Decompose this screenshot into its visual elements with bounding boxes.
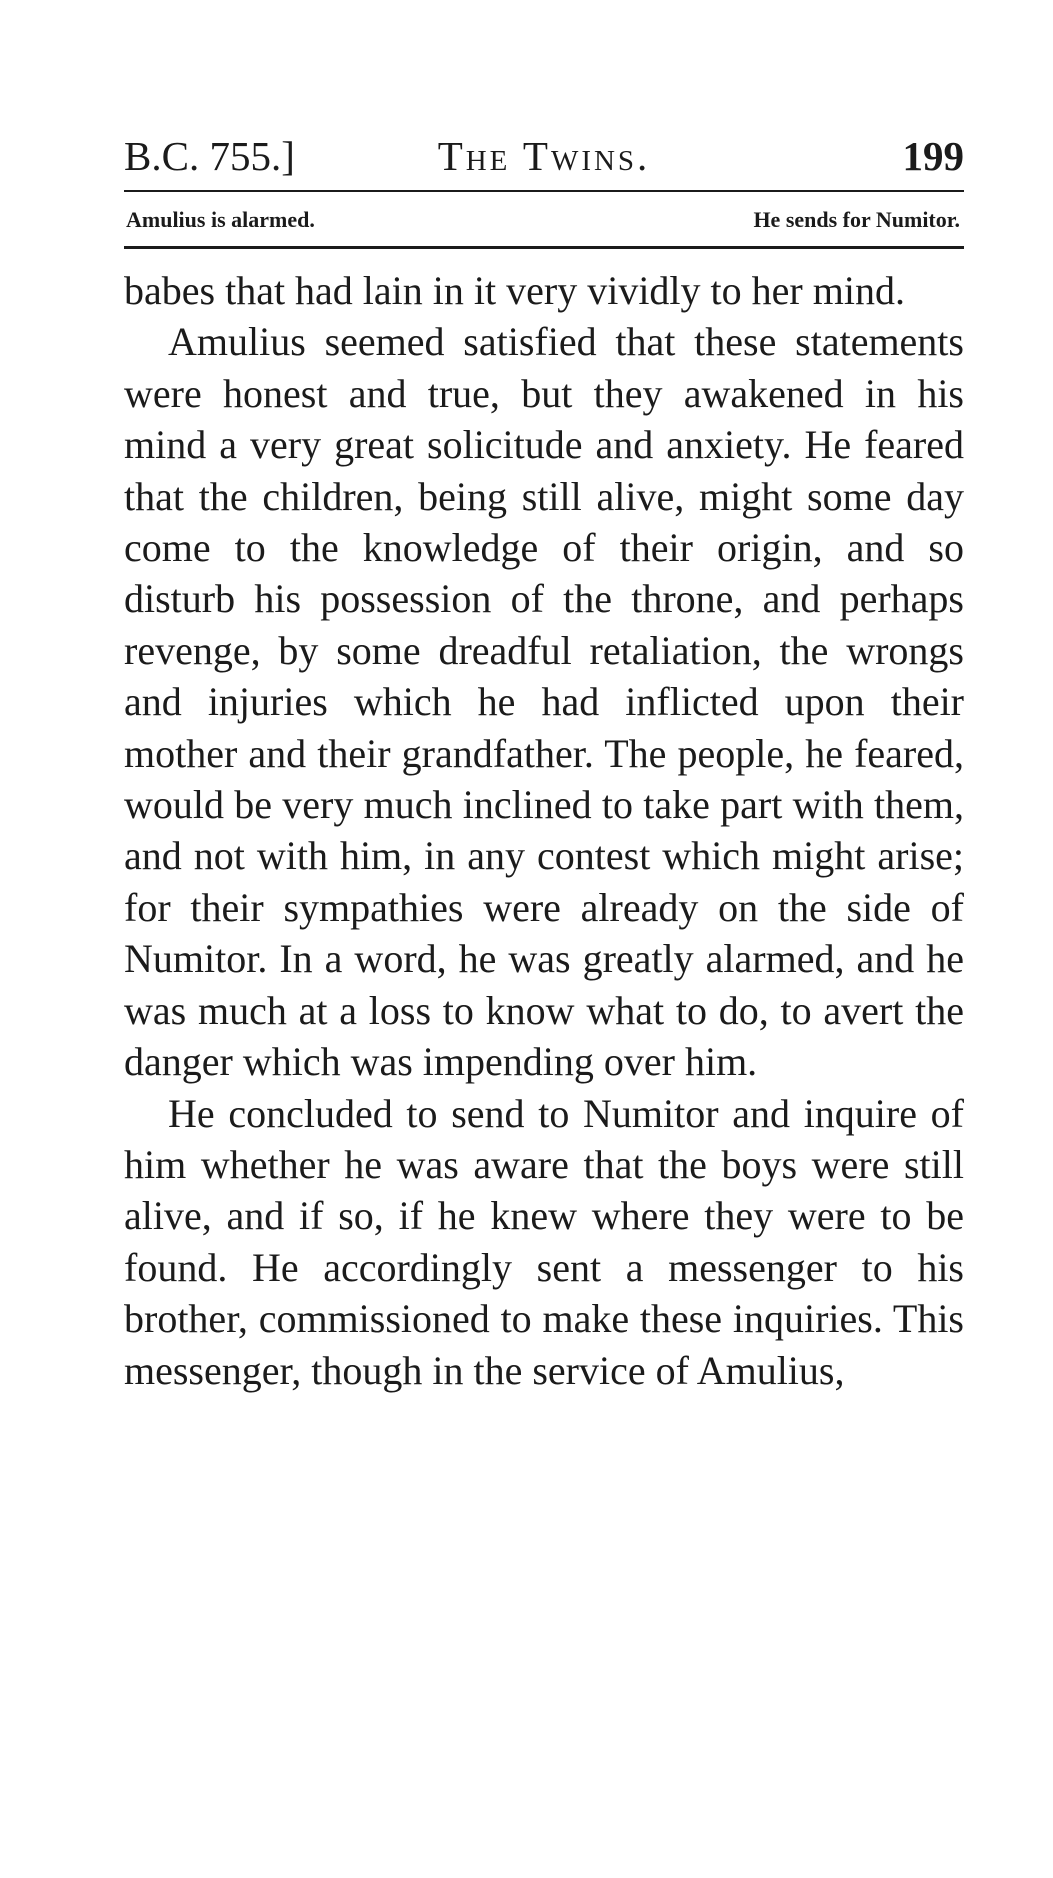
subheader-right: He sends for Numitor.: [753, 207, 960, 232]
header-date: B.C. 755.]: [124, 133, 295, 179]
paragraph: Amulius seemed satisfied that these statements were honest and true, but they awakened in his mind a very great solicitude and anxiety. He feared that the children, being still alive, might some day come to the knowledge of their origin, and so disturb his possession of the throne, and perhaps revenge, by some dreadful retaliation, the wrongs and injuries which he had inflicted upon their mother and their grandfather. The people, he feared, would be very much inclined to take part with them, and not with him, in any contest which might arise; for their sympathies were already on the side of Numitor. In a word, he was greatly alarmed, and he was much at a loss to know what to do, to avert the danger which was impending over him.: [124, 319, 964, 1085]
body-text: [124, 265, 964, 1396]
subheader-left: Amulius is alarmed.: [126, 207, 315, 232]
header-rule-bottom: [124, 246, 964, 249]
paragraph: He concluded to send to Numitor and inquire of him whether he was aware that the boys were still alive, and if so, if he knew where they were to be found. He accordingly sent a messenger to his brother, commissioned to make these inquiries. This messenger, though in the service of Amulius,: [124, 1090, 964, 1393]
running-header: [124, 128, 964, 184]
header-title: The Twins.: [437, 133, 651, 179]
paragraph: babes that had lain in it very vividly to her mind.: [124, 268, 905, 313]
page-number: 199: [902, 133, 964, 179]
marginal-subheader: [124, 200, 964, 240]
header-rule-top: [124, 190, 964, 192]
